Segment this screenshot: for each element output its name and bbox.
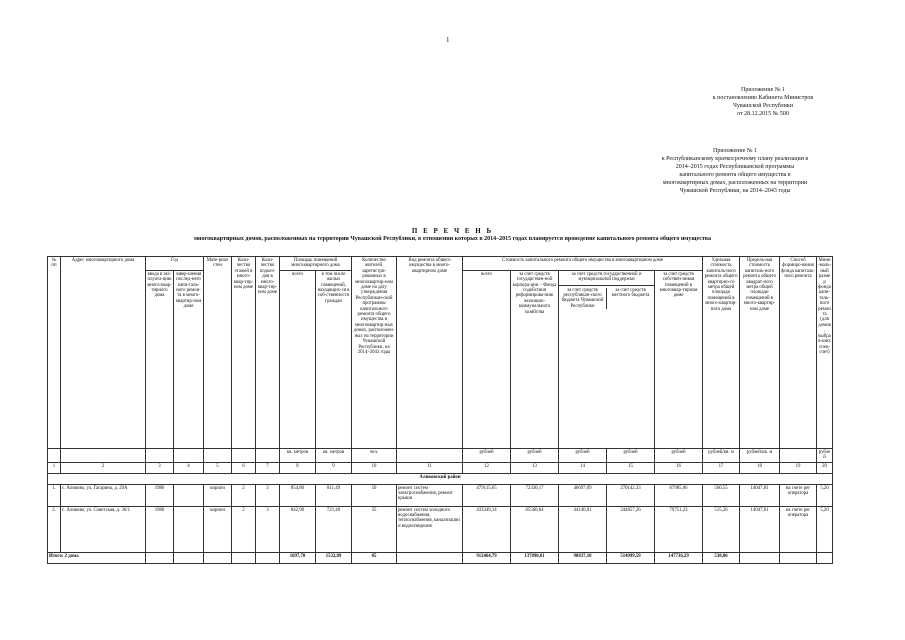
appendix-resolution	[668, 86, 858, 118]
totals-residents: 85	[352, 552, 397, 563]
totals-cell	[397, 552, 463, 563]
totals-label: Итого: 2 дома	[48, 552, 146, 563]
row-cost-fund: 72330,17	[511, 484, 559, 506]
unit-cell: рублей	[655, 448, 703, 462]
cost-support-split	[560, 288, 653, 310]
row-method: на счете рег оператора	[780, 484, 817, 506]
col-number: 9	[316, 462, 352, 473]
units-row	[48, 448, 833, 462]
row-method: на счете рег оператора	[780, 506, 817, 552]
totals-area-all: 1697,70	[280, 552, 316, 563]
col-number: 11	[397, 462, 463, 473]
unit-cell: рублей	[817, 448, 833, 462]
totals-cell	[256, 552, 280, 563]
col-work-header: Вид ремонта общего имущества в много-квартирном доме	[397, 257, 463, 449]
col-number: 6	[232, 462, 256, 473]
col-unit-cost-header: Удельная стоимость капиталь-ного ремонта общего квартирно-го метра общей площади помещений в много-квартир-ного дома	[703, 257, 740, 449]
row-cost-owners: 67985,06	[655, 484, 703, 506]
unit-cell: рублей/кв. м	[703, 448, 740, 462]
header-row	[48, 257, 833, 271]
row-area-living: 721,40	[316, 506, 352, 552]
col-number: 15	[607, 462, 655, 473]
col-number: 7	[256, 462, 280, 473]
unit-cell	[256, 448, 280, 462]
unit-cell: рублей	[559, 448, 607, 462]
col-material-header: Мате-риал стен	[204, 257, 232, 449]
document-subtitle: многоквартирных домов, расположенных на территории Чувашской Республики, в отношении которых в 2014–2015 годах планируется проведение капитального ремонта общего имущества	[193, 236, 712, 242]
row-max-cost: 14047,81	[740, 506, 780, 552]
unit-cell	[61, 448, 146, 462]
district-name: Аликовский район	[48, 473, 833, 484]
col-number: 13	[511, 462, 559, 473]
col-number: 20	[817, 462, 833, 473]
row-cost-fund: 65560,64	[511, 506, 559, 552]
houses-table	[47, 256, 833, 564]
row-floors: 2	[232, 484, 256, 506]
row-year-repair	[174, 484, 204, 506]
appendix-line: капитального ремонта общего имущества в	[679, 172, 791, 178]
col-number: 14	[559, 462, 607, 473]
appendix-line: Чувашской Республики, на 2014–2043 годы	[679, 188, 791, 194]
row-cost-rep: 46697,09	[559, 484, 607, 506]
col-number: 3	[146, 462, 174, 473]
unit-cell: кв. метров	[316, 448, 352, 462]
appendix-plan	[630, 147, 840, 195]
row-floors: 2	[232, 506, 256, 552]
col-number: 18	[740, 462, 780, 473]
totals-cell	[817, 552, 833, 563]
col-num-header: № пп	[48, 257, 61, 449]
unit-cell: кв. метров	[280, 448, 316, 462]
col-cost-fund-header: за счет средств государствен-ной корпора-ции – Фонда содействия реформирова-нию жилищно-коммунального хозяйства	[511, 270, 559, 448]
row-cost-owners: 79751,23	[655, 506, 703, 552]
district-row	[48, 473, 833, 484]
appendix-line: к Республиканскому краткосрочному плану реализации в	[661, 156, 809, 162]
totals-cost-owners: 147736,29	[655, 552, 703, 563]
col-min-fund-header: Мини-маль-ный размер фонда капи-таль-ного ремонта (для домов, выбрав-ших спец-счет)	[817, 257, 833, 449]
col-cost-header: Стоимость капитального ремонта общего имущества в многоквартирном доме	[463, 257, 703, 271]
page-number: 1	[446, 36, 450, 44]
col-number: 10	[352, 462, 397, 473]
row-max-cost: 14047,81	[740, 484, 780, 506]
unit-cell	[397, 448, 463, 462]
col-year-repair-header: завер-шения послед-него капи-таль-ного ремон-та в много-квартир-ном доме	[174, 270, 204, 448]
column-numbers-row	[48, 462, 833, 473]
cost-local-label: за счет средств местного бюджета	[611, 287, 650, 299]
col-entrances-header: Коли-чество подъез-дов в много-квар-тир-ном доме	[256, 257, 280, 449]
cost-support-label: за счет средств государственной и муниципальной поддержки	[559, 272, 654, 286]
row-material: кирпич	[204, 484, 232, 506]
appendix-line: от 28.12.2015 № 500	[737, 111, 789, 117]
row-min-fund: 5,20	[817, 506, 833, 552]
totals-cost-all: 912464,79	[463, 552, 511, 563]
table-row	[48, 484, 833, 506]
unit-cell	[204, 448, 232, 462]
row-material: кирпич	[204, 506, 232, 552]
row-work: ремонт систем холодного водоснабжения, теплоснабжения, канализации и водоотведения	[397, 506, 463, 552]
col-number: 17	[703, 462, 740, 473]
col-number: 8	[280, 462, 316, 473]
totals-cell	[146, 552, 174, 563]
col-residents-header: Количество жителей, зарегистри-рованных в многоквартир-ном доме на дату утверждения Республикан-ской программы капитального ремонта общего имущества в многоквартир-ных домах, расположен-ных на территории Чувашской Республики, на 2014–2043 годы	[352, 257, 397, 449]
appendix-line: многоквартирных домах, расположенных на территории	[662, 180, 808, 186]
col-cost-owners-header: за счет средств собствен-ников помещений в многоквар-тирном доме	[655, 270, 703, 448]
col-year-header: Год	[146, 257, 204, 271]
totals-cell	[204, 552, 232, 563]
row-entrances: 3	[256, 484, 280, 506]
col-number: 12	[463, 462, 511, 473]
unit-cell: рублей	[463, 448, 511, 462]
totals-cell	[780, 552, 817, 563]
col-area-header: Площадь помещений многоквартирного дома	[280, 257, 352, 271]
row-cost-all: 433349,14	[463, 506, 511, 552]
col-max-cost-header: Предель-ная стоимость капиталь-ного ремонта общего квадрат-ного метра общей площади помещений в много-квартир-ном доме	[740, 257, 780, 449]
row-year-built: 1986	[146, 484, 174, 506]
row-area-all: 842,90	[280, 506, 316, 552]
row-year-built: 1980	[146, 506, 174, 552]
col-method-header: Способ формиро-вания фонда капиталь-ного ремонта	[780, 257, 817, 449]
row-residents: 35	[352, 506, 397, 552]
row-cost-local: 270142,33	[607, 484, 655, 506]
row-cost-local: 244857,26	[607, 506, 655, 552]
totals-row	[48, 552, 833, 563]
totals-cost-fund: 137890,81	[511, 552, 559, 563]
row-area-all: 854,80	[280, 484, 316, 506]
appendix-line: Приложение № 1	[713, 148, 757, 154]
row-num: 1.	[48, 484, 61, 506]
unit-cell	[174, 448, 204, 462]
totals-cell	[740, 552, 780, 563]
col-cost-all-header: всего	[463, 270, 511, 448]
unit-cell: чел.	[352, 448, 397, 462]
row-num: 2.	[48, 506, 61, 552]
unit-cell	[48, 448, 61, 462]
col-year-built-header: ввода в экс-плуата-цию много-квар-тирного дома	[146, 270, 174, 448]
row-year-repair	[174, 506, 204, 552]
row-unit-cost: 515,26	[703, 506, 740, 552]
totals-area-living: 1532,89	[316, 552, 352, 563]
cost-rep-label: за счет средств республикан-ского бюджета Чувашской Республики	[560, 288, 607, 310]
appendix-line: Чувашской Республики	[732, 103, 794, 109]
unit-cell: рублей	[511, 448, 559, 462]
col-number: 5	[204, 462, 232, 473]
row-work: ремонт систем электроснабжения, ремонт крыши	[397, 484, 463, 506]
unit-cell	[232, 448, 256, 462]
table-row	[48, 506, 833, 552]
col-cost-support-header	[559, 270, 655, 448]
totals-cell	[232, 552, 256, 563]
unit-cell	[780, 448, 817, 462]
document-title: П Е Р Е Ч Е Н Ь	[411, 227, 494, 235]
row-residents: 50	[352, 484, 397, 506]
col-area-living-header: в том числе жилых помещений, находящих-ся в соб-ственности граждан	[316, 270, 352, 448]
appendix-line: Приложение № 1	[741, 87, 785, 93]
col-number: 16	[655, 462, 703, 473]
appendix-line: 2014–2015 годах Республиканской программы	[675, 164, 795, 170]
totals-cost-rep: 90837,10	[559, 552, 607, 563]
col-area-all-header: всего	[280, 270, 316, 448]
unit-cell: рублей	[607, 448, 655, 462]
row-unit-cost: 560,55	[703, 484, 740, 506]
row-address: с. Аликово, ул. Советская, д. 36/1	[61, 506, 146, 552]
totals-cell	[174, 552, 204, 563]
col-address-header: Адрес многоквартирного дома	[61, 257, 146, 449]
row-min-fund: 5,20	[817, 484, 833, 506]
row-cost-all: 479115,65	[463, 484, 511, 506]
col-number: 2	[61, 462, 146, 473]
row-area-living: 811,49	[316, 484, 352, 506]
totals-cost-local: 514999,59	[607, 552, 655, 563]
unit-cell	[146, 448, 174, 462]
appendix-line: к постановлению Кабинета Министров	[712, 95, 814, 101]
row-entrances: 3	[256, 506, 280, 552]
totals-unit-cost: 538,06	[703, 552, 740, 563]
row-address: с. Аликово, ул. Гагарина, д. 29А	[61, 484, 146, 506]
row-cost-rep: 44140,01	[559, 506, 607, 552]
unit-cell: рублей/кв. м	[740, 448, 780, 462]
col-number: 4	[174, 462, 204, 473]
col-number: 19	[780, 462, 817, 473]
col-number: 1	[48, 462, 61, 473]
col-floors-header: Коли-чество этажей в много-квар-тир-ном доме	[232, 257, 256, 449]
